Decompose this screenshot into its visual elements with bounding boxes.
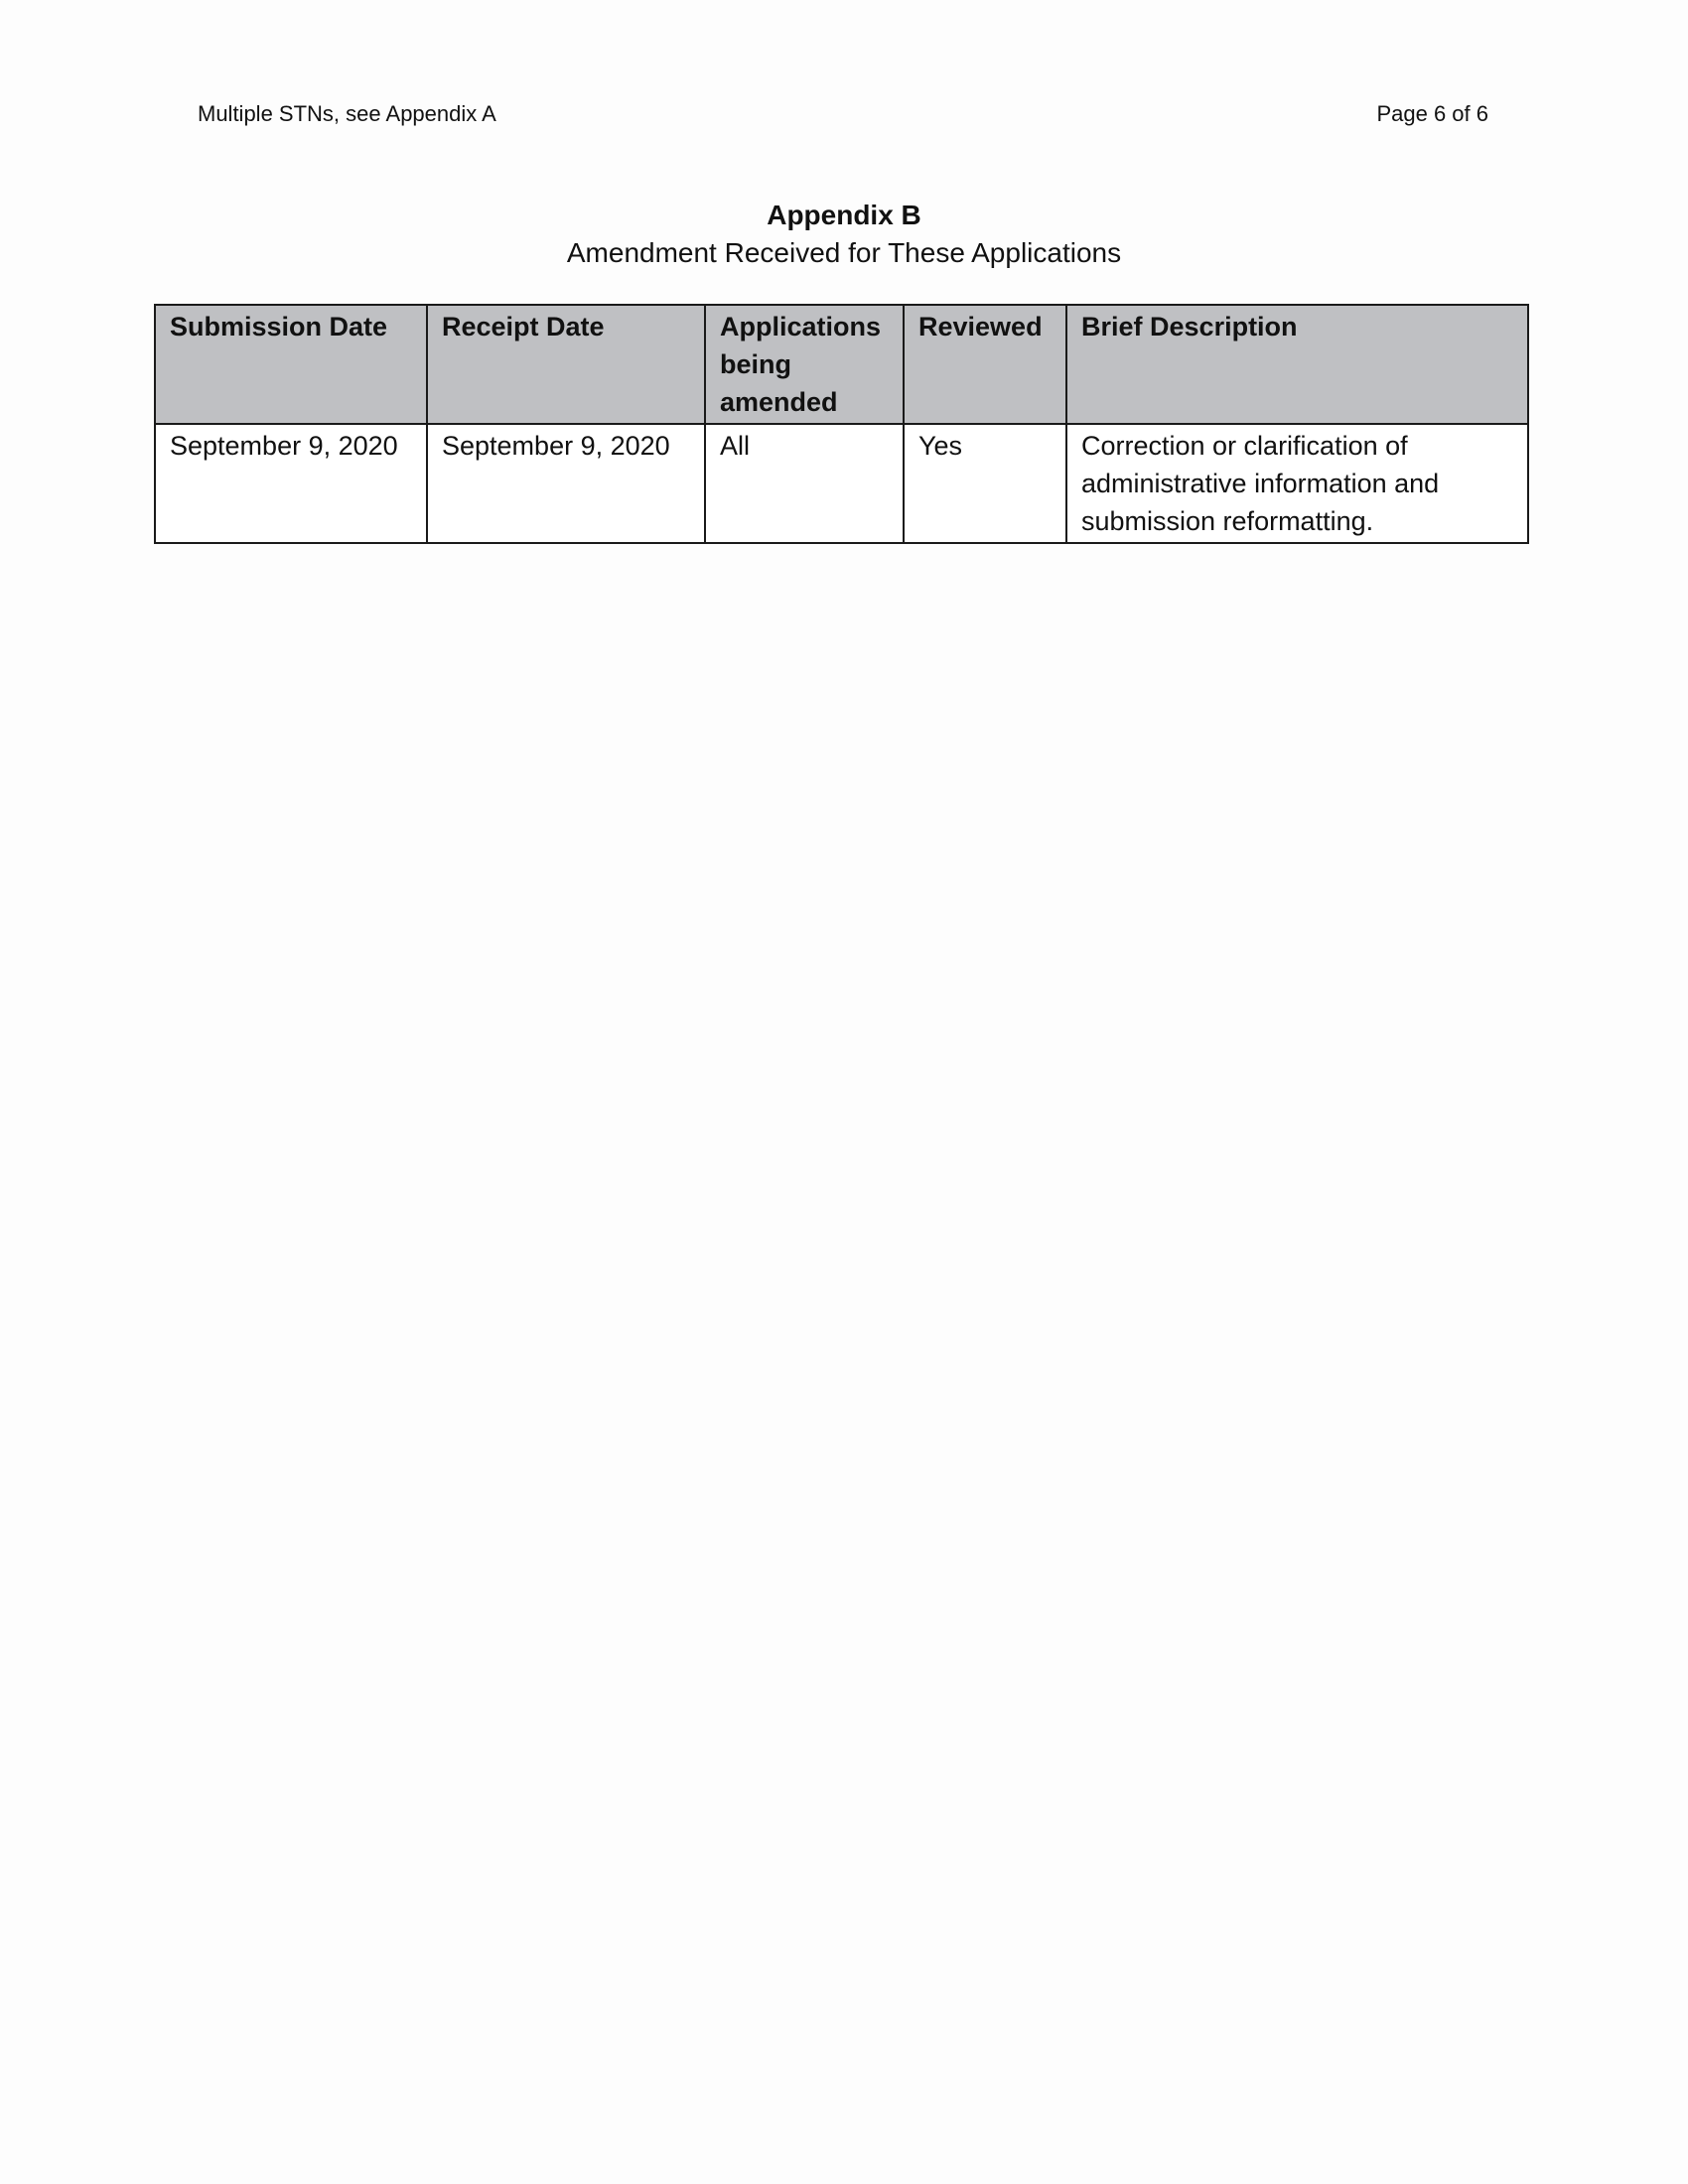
- header-applications-amended: Applications being amended: [705, 305, 904, 424]
- amendment-table: [154, 304, 1529, 544]
- appendix-subtitle: Amendment Received for These Applications: [566, 237, 1122, 268]
- cell-brief-description: Correction or clarification of administrative information and submission reformatting.: [1066, 424, 1528, 543]
- table-row: [155, 424, 1528, 543]
- cell-submission-date: September 9, 2020: [155, 424, 427, 543]
- cell-receipt-date: September 9, 2020: [427, 424, 705, 543]
- cell-reviewed: Yes: [904, 424, 1066, 543]
- page-number: Page 6 of 6: [1376, 101, 1488, 126]
- table-header-row: [155, 305, 1528, 424]
- cell-applications-amended: All: [705, 424, 904, 543]
- appendix-title-block: [0, 197, 1688, 272]
- header-receipt-date: Receipt Date: [427, 305, 705, 424]
- header-reviewed: Reviewed: [904, 305, 1066, 424]
- header-submission-date: Submission Date: [155, 305, 427, 424]
- header-brief-description: Brief Description: [1066, 305, 1528, 424]
- header-stn-reference: Multiple STNs, see Appendix A: [198, 101, 496, 126]
- appendix-title: Appendix B: [767, 200, 921, 230]
